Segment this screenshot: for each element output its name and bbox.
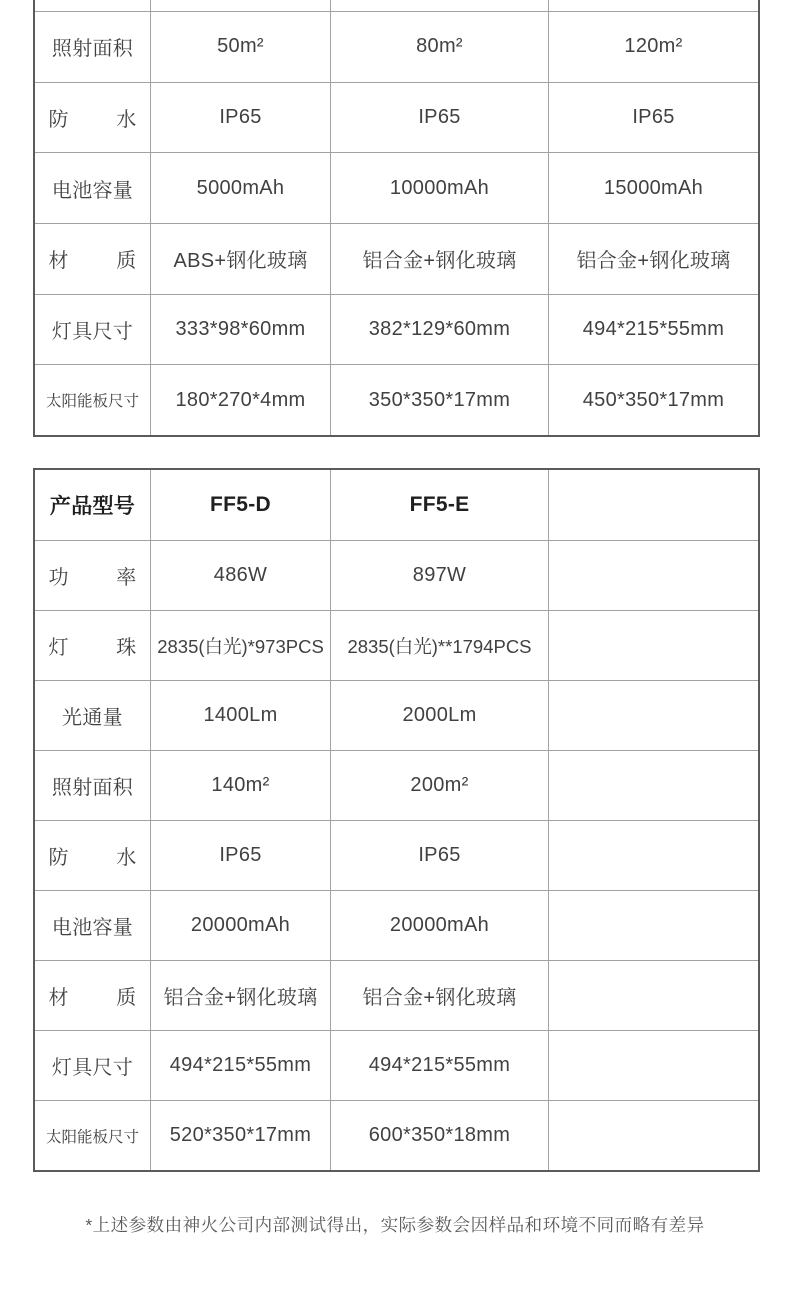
table-row	[35, 364, 758, 435]
table-row	[35, 223, 758, 294]
row-label-text: 太阳能板尺寸	[45, 1128, 139, 1146]
cell-value: 600*350*18mm	[330, 1101, 548, 1170]
row-label-text: 电池容量	[51, 179, 134, 202]
table-row	[35, 82, 758, 153]
table-row	[35, 680, 758, 750]
cell-value: IP65	[150, 821, 330, 890]
row-label-text: 照射面积	[51, 777, 134, 799]
table-row	[35, 820, 758, 890]
cell-value: 15000mAh	[548, 153, 758, 223]
row-label	[35, 295, 150, 365]
cell-value: 5000mAh	[150, 153, 330, 223]
cell-value: IP65	[330, 83, 548, 153]
table-row-partial	[35, 0, 758, 11]
cell-value: 2835(白光)**1794PCS	[330, 611, 548, 680]
cell-value: IP65	[330, 821, 548, 890]
cell-value: 铝合金+钢化玻璃	[330, 961, 548, 1030]
cell-value: 450*350*17mm	[548, 365, 758, 435]
table-row	[35, 1030, 758, 1100]
cell-value: 200m²	[330, 751, 548, 820]
row-label-text: 电池容量	[51, 917, 134, 939]
cell-value	[548, 1031, 758, 1100]
row-label-text: 灯珠	[48, 637, 137, 659]
row-label-text: 灯具尺寸	[51, 321, 134, 344]
cell-value: 494*215*55mm	[150, 1031, 330, 1100]
model-name: FF5-D	[150, 470, 330, 540]
row-label-text: 防水	[48, 109, 137, 132]
cell-value	[548, 0, 758, 11]
cell-value	[548, 751, 758, 820]
cell-value	[330, 0, 548, 11]
cell-value: IP65	[548, 83, 758, 153]
row-label	[35, 12, 150, 82]
disclaimer-note: *上述参数由神火公司内部测试得出，实际参数会因样品和环境不同而略有差异	[85, 1215, 705, 1235]
row-label	[35, 751, 150, 820]
cell-value: 80m²	[330, 12, 548, 82]
cell-value: 铝合金+钢化玻璃	[330, 224, 548, 294]
table-row	[35, 1100, 758, 1170]
cell-value: 382*129*60mm	[330, 295, 548, 365]
cell-value	[548, 541, 758, 610]
cell-value: 140m²	[150, 751, 330, 820]
cell-value	[548, 961, 758, 1030]
row-label	[35, 541, 150, 610]
cell-value	[548, 1101, 758, 1170]
cell-value: 486W	[150, 541, 330, 610]
cell-value: ABS+钢化玻璃	[150, 224, 330, 294]
row-label-text: 材质	[48, 987, 137, 1009]
cell-value: 897W	[330, 541, 548, 610]
cell-value: IP65	[150, 83, 330, 153]
row-label-text: 防水	[48, 847, 137, 869]
table-header-row	[35, 470, 758, 540]
cell-value	[548, 821, 758, 890]
row-label	[35, 1101, 150, 1170]
table-row	[35, 152, 758, 223]
cell-value: 180*270*4mm	[150, 365, 330, 435]
row-label	[35, 470, 150, 540]
cell-value: 铝合金+钢化玻璃	[150, 961, 330, 1030]
row-label	[35, 0, 150, 11]
table-row	[35, 610, 758, 680]
row-label-text: 材质	[48, 250, 137, 273]
table-row	[35, 294, 758, 365]
cell-value: 1400Lm	[150, 681, 330, 750]
spec-table-upper	[33, 0, 760, 437]
cell-value: 120m²	[548, 12, 758, 82]
cell-value: 50m²	[150, 12, 330, 82]
cell-value: 20000mAh	[150, 891, 330, 960]
cell-value: 2000Lm	[330, 681, 548, 750]
cell-value	[150, 0, 330, 11]
row-label	[35, 821, 150, 890]
cell-value: 20000mAh	[330, 891, 548, 960]
cell-value: 铝合金+钢化玻璃	[548, 224, 758, 294]
model-name	[548, 470, 758, 540]
cell-value	[548, 891, 758, 960]
row-label	[35, 891, 150, 960]
table-row	[35, 960, 758, 1030]
row-label	[35, 153, 150, 223]
row-label-text: 照射面积	[51, 38, 134, 61]
cell-value: 494*215*55mm	[330, 1031, 548, 1100]
cell-value: 333*98*60mm	[150, 295, 330, 365]
row-label-text: 光通量	[62, 707, 123, 729]
row-label	[35, 611, 150, 680]
cell-value: 520*350*17mm	[150, 1101, 330, 1170]
row-label	[35, 681, 150, 750]
cell-value: 10000mAh	[330, 153, 548, 223]
row-label-text: 太阳能板尺寸	[45, 393, 139, 411]
table-row	[35, 890, 758, 960]
row-label-text: 灯具尺寸	[51, 1057, 134, 1079]
model-name: FF5-E	[330, 470, 548, 540]
row-label	[35, 365, 150, 435]
row-label	[35, 961, 150, 1030]
cell-value: 494*215*55mm	[548, 295, 758, 365]
cell-value: 350*350*17mm	[330, 365, 548, 435]
cell-value	[548, 681, 758, 750]
cell-value: 2835(白光)*973PCS	[150, 611, 330, 680]
row-label	[35, 83, 150, 153]
spec-table-lower	[33, 468, 760, 1172]
row-label-text: 功率	[48, 567, 137, 589]
row-label	[35, 224, 150, 294]
row-label	[35, 1031, 150, 1100]
table-row	[35, 750, 758, 820]
row-label-text: 产品型号	[49, 495, 136, 518]
cell-value	[548, 611, 758, 680]
table-row	[35, 540, 758, 610]
table-row	[35, 11, 758, 82]
